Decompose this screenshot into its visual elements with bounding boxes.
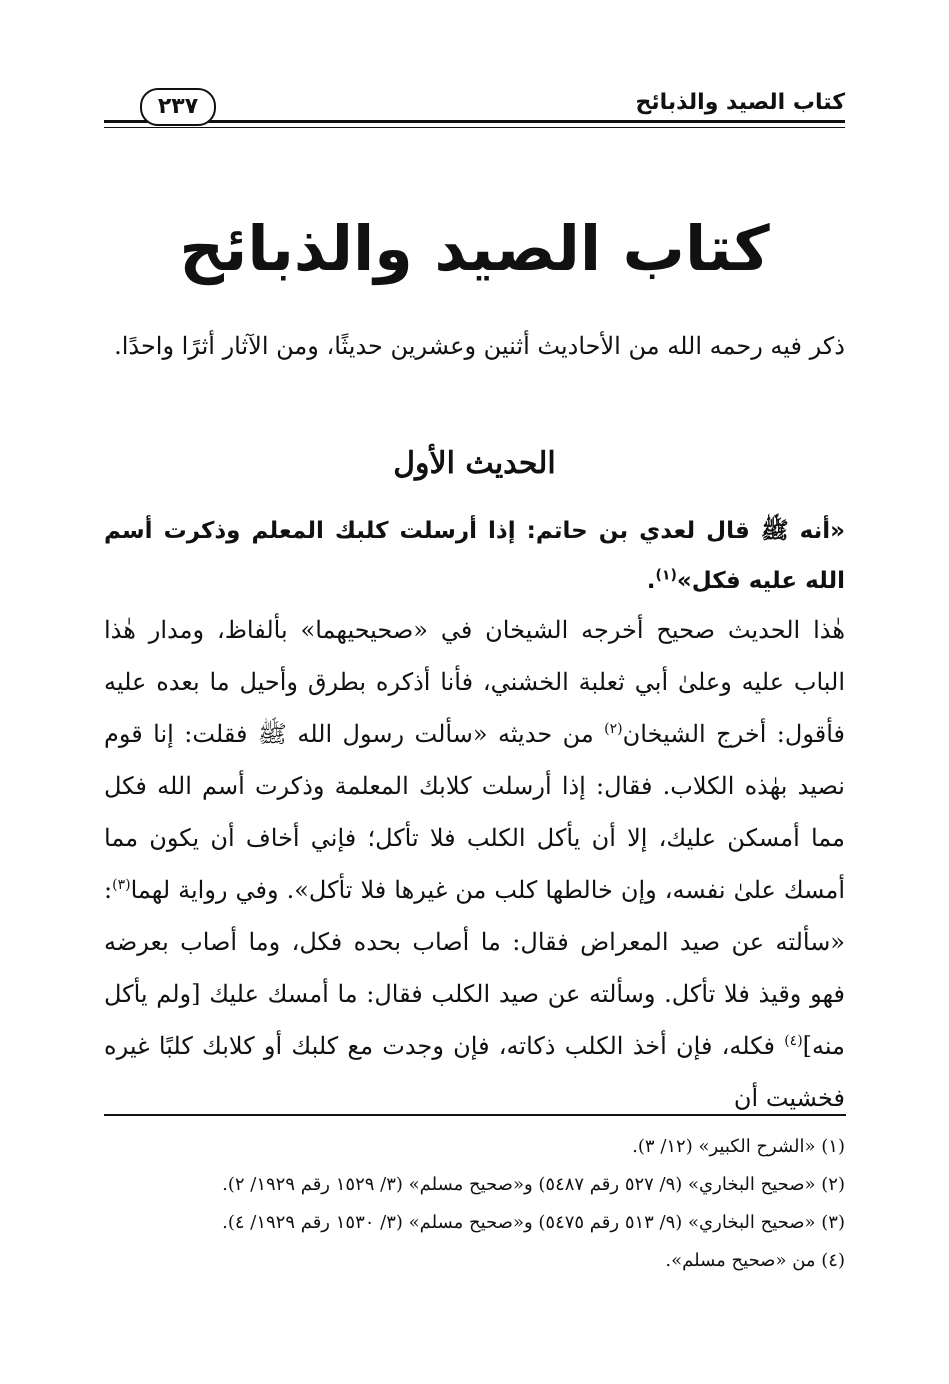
footnote-1: (١) «الشرح الكبير» (١٢/ ٣). xyxy=(632,1136,845,1157)
hadith-quote: «أنه ﷺ قال لعدي بن حاتم: إذا أرسلت كلبك المعلم وذكرت أسم الله عليه فكل» xyxy=(104,518,845,594)
page-number: ٢٣٧ xyxy=(140,88,216,126)
running-title: كتاب الصيد والذبائح xyxy=(635,90,845,115)
body-part-3: : «سألته عن صيد المعراض فقال: ما أصاب بحده فكل، وما أصاب بعرضه فهو وقيذ فلا تأكل. وسألته عن صيد الكلب فقال: ما أمسك عليك [ولم يأكل منه] xyxy=(104,876,845,1060)
section-heading: الحديث الأول xyxy=(393,446,556,481)
body-part-2: من حديثه «سألت رسول الله ﷺ فقلت: إنا قوم نصيد بهٰذه الكلاب. فقال: إذا أرسلت كلابك المعلمة وذكرت أسم الله فكل مما أمسكن عليك، إلا أن يأكل الكلب فلا تأكل؛ فإني أخاف أن يكون مما أمسك علىٰ نفسه، وإن خالطها كلب من غيرها فلا تأكل». وفي رواية لهما xyxy=(104,720,845,904)
footnote-ref-2[interactable]: (٢) xyxy=(604,721,623,737)
header-rule-thin xyxy=(104,127,845,128)
body-paragraph xyxy=(104,604,845,1124)
footnote-ref-3[interactable]: (٣) xyxy=(112,877,131,893)
footnote-4: (٤) من «صحيح مسلم». xyxy=(665,1250,845,1271)
footnote-2: (٢) «صحيح البخاري» (٩/ ٥٢٧ رقم ٥٤٨٧) و«صحيح مسلم» (٣/ ١٥٢٩ رقم ١٩٢٩/ ٢). xyxy=(222,1174,845,1195)
footnotes xyxy=(104,1128,845,1280)
header-rule xyxy=(104,120,845,123)
intro-paragraph: ذكر فيه رحمه الله من الأحاديث أثنين وعشرين حديثًا، ومن الآثار أثرًا واحدًا. xyxy=(114,332,845,360)
footnote-3: (٣) «صحيح البخاري» (٩/ ٥١٣ رقم ٥٤٧٥) و«صحيح مسلم» (٣/ ١٥٣٠ رقم ١٩٢٩/ ٤). xyxy=(222,1212,845,1233)
body-part-1: هٰذا الحديث صحيح أخرجه الشيخان في «صحيحيهما» بألفاظ، ومدار هٰذا الباب عليه وعلىٰ أبي ثعلبة الخشني، فأنا أذكره بطرق وأحيل ما بعده عليه فأقول: أخرج الشيخان xyxy=(104,616,845,748)
footnote-ref-1[interactable]: (١) xyxy=(655,567,677,584)
body-part-4: فكله، فإن أخذ الكلب ذكاته، فإن وجدت مع كلبك أو كلابك كلبًا غيره فخشيت أن xyxy=(104,1032,845,1112)
footnote-rule xyxy=(104,1114,846,1116)
chapter-title: كتاب الصيد والذبائح xyxy=(179,212,770,285)
running-header xyxy=(104,88,845,124)
hadith-text xyxy=(104,506,845,606)
hadith-end: . xyxy=(646,568,656,594)
footnote-ref-4[interactable]: (٤) xyxy=(784,1033,803,1049)
